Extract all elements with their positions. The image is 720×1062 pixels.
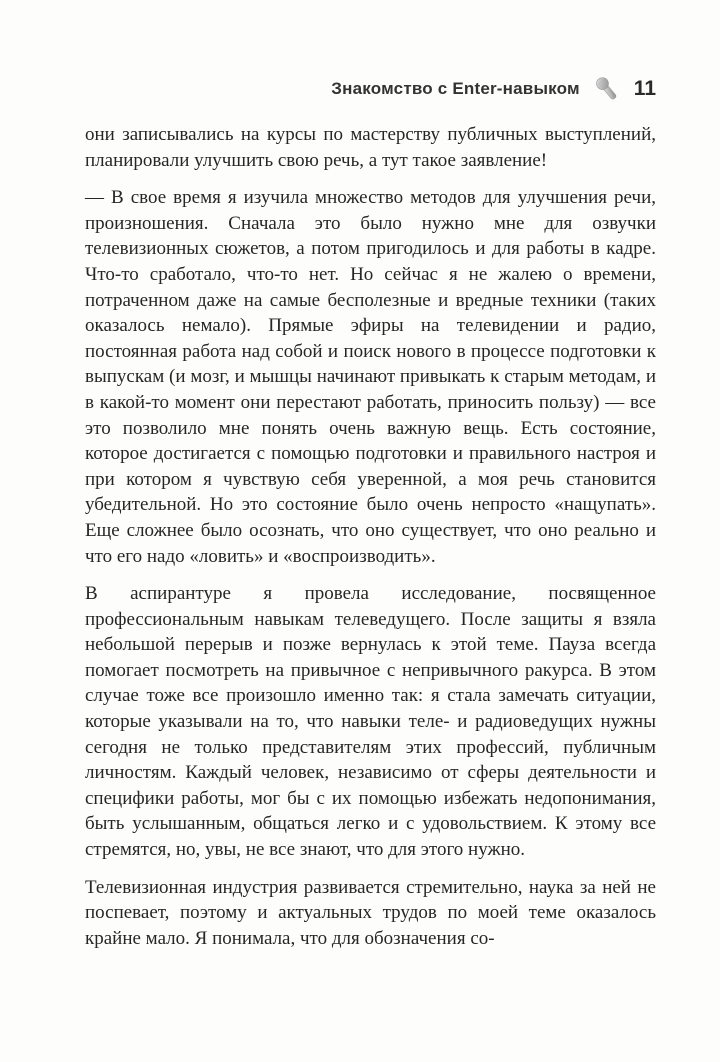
paragraph: Телевизионная индустрия развивается стремительно, наука за ней не поспевает, поэтому и актуальных трудов по моей теме оказалось крайне мало. Я понимала, что для обозначения со- xyxy=(85,876,656,949)
page-number: 11 xyxy=(633,77,656,100)
paragraph: В аспирантуре я провела исследование, посвященное профессиональным навыкам телеведущего. После защиты я взяла небольшой перерыв и позже вернулась к этой теме. Пауза всегда помогает посмотреть на привычное с непривычного ракурса. В этом случае тоже все произошло именно так: я стала замечать ситуации, которые указывали на то, что навыки теле- и радиоведущих нужны сегодня не только представителям этих профессий, публичным личностям. Каждый человек, независимо от сферы деятельности и специфики работы, мог бы с их помощью избежать недопонимания, быть услышанным, общаться легко и с удовольствием. К этому все стремятся, но, увы, не все знают, что для этого нужно. xyxy=(85,583,656,861)
microphone-icon xyxy=(592,74,622,104)
body-text xyxy=(85,122,656,963)
paragraph: они записывались на курсы по мастерству публичных выступлений, планировали улучшить свою речь, а тут такое заявление! xyxy=(85,124,656,171)
paragraph: — В свое время я изучила множество методов для улучшения речи, произношения. Сначала это было нужно мне для озвучки телевизионных сюжетов, а потом пригодилось и для работы в кадре. Что-то сработало, что-то нет. Но сейчас я не жалею о времени, потраченном даже на самые бесполезные и вредные техники (таких оказалось немало). Прямые эфиры на телевидении и радио, постоянная работа над собой и поиск нового в процессе подготовки к выпускам (и мозг, и мышцы начинают привыкать к старым методам, и в какой-то момент они перестают работать, приносить пользу) — все это позволило мне понять очень важную вещь. Есть состояние, которое достигается с помощью подготовки и правильного настроя и при котором я чувствую себя уверенной, а моя речь становится убедительной. Но это состояние было очень непросто «нащупать». Еще сложнее было осознать, что оно существует, что оно реально и что его надо «ловить» и «воспроизводить». xyxy=(85,187,656,567)
running-head xyxy=(331,74,656,104)
running-title: Знакомство с Enter-навыком xyxy=(331,79,580,98)
